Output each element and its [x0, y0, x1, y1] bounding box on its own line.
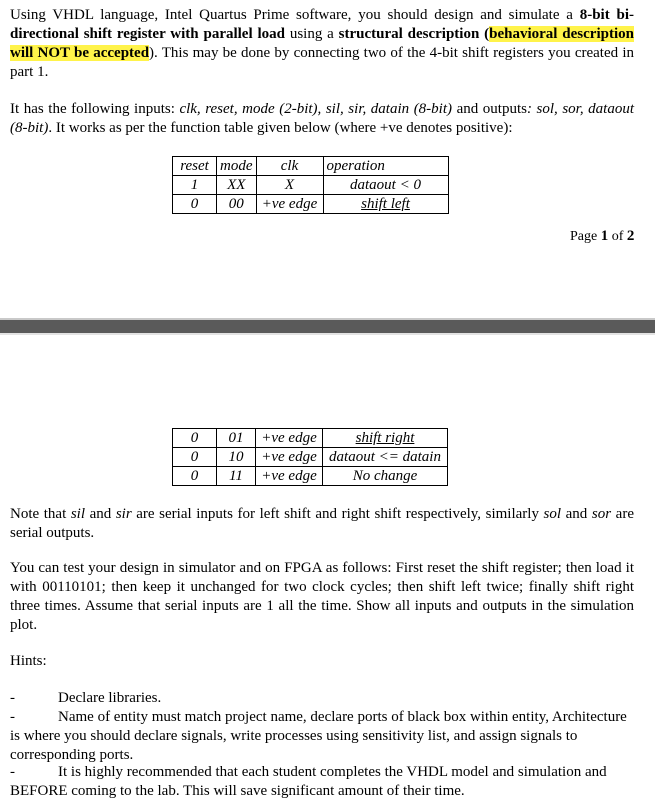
header-clk: clk: [256, 157, 323, 176]
cell-reset: 1: [173, 176, 217, 195]
cell-reset: 0: [173, 448, 217, 467]
cell-mode: 10: [217, 448, 256, 467]
cell-clk: +ve edge: [256, 448, 323, 467]
header-mode: mode: [217, 157, 257, 176]
cell-mode: XX: [217, 176, 257, 195]
function-table-page2: [172, 428, 448, 486]
table-row: [173, 176, 449, 195]
bullet-dash: -: [10, 709, 15, 725]
table-row: [173, 195, 449, 214]
table-header-row: [173, 157, 449, 176]
cell-operation: dataout <= datain: [323, 448, 448, 467]
cell-operation: No change: [323, 467, 448, 486]
page-number: Page 1 of 2: [570, 228, 635, 244]
table-row: [173, 467, 448, 486]
function-table-page1: [172, 156, 449, 214]
cell-reset: 0: [173, 195, 217, 214]
cell-clk: +ve edge: [256, 467, 323, 486]
table-row: [173, 448, 448, 467]
bullet-dash: -: [10, 764, 15, 780]
page-break-shadow: [0, 333, 655, 335]
hint-item: - Declare libraries.: [10, 690, 162, 706]
hint-item: - It is highly recommended that each student completes the VHDL model and simulation and BEFORE coming to the lab. This will save significant amount of their time.: [10, 764, 607, 799]
cell-mode: 00: [217, 195, 257, 214]
test-paragraph: You can test your design in simulator and on FPGA as follows: First reset the shift register; then load it with 00110101; then keep it unchanged for two clock cycles; then shift left twice; finally shift right three times. Assume that serial inputs are 1 all the time. Show all inputs and outputs in the simulation plot.: [10, 560, 634, 633]
header-operation: operation: [323, 157, 448, 176]
highlight-behavioral: behavioral description will NOT be accepted: [10, 26, 634, 61]
intro-paragraph: Using VHDL language, Intel Quartus Prime software, you should design and simulate a 8-bit bi-directional shift register with parallel load using a structural description (behavioral description will NOT be accepted). This may be done by connecting two of the 4-bit shift registers you created in part 1.: [10, 7, 634, 80]
cell-clk: +ve edge: [256, 429, 323, 448]
io-paragraph: It has the following inputs: clk, reset, mode (2-bit), sil, sir, datain (8-bit) and outputs: sol, sor, dataout (8-bit). It works as per the function table given below (where +ve denotes positive):: [10, 101, 634, 136]
cell-reset: 0: [173, 429, 217, 448]
page-break-divider: [0, 320, 655, 333]
cell-clk: +ve edge: [256, 195, 323, 214]
cell-operation: shift right: [323, 429, 448, 448]
cell-reset: 0: [173, 467, 217, 486]
cell-operation: dataout < 0: [323, 176, 448, 195]
cell-mode: 01: [217, 429, 256, 448]
cell-operation: shift left: [323, 195, 448, 214]
bullet-dash: -: [10, 690, 15, 706]
table-row: [173, 429, 448, 448]
cell-clk: X: [256, 176, 323, 195]
header-reset: reset: [173, 157, 217, 176]
note-paragraph: Note that sil and sir are serial inputs for left shift and right shift respectively, similarly sol and sor are serial outputs.: [10, 506, 634, 541]
hint-item: - Name of entity must match project name, declare ports of black box within entity, Architecture is where you should declare signals, write processes using sensitivity list, and assign signals to corresponding ports.: [10, 709, 627, 763]
cell-mode: 11: [217, 467, 256, 486]
hints-title: Hints:: [10, 653, 47, 669]
